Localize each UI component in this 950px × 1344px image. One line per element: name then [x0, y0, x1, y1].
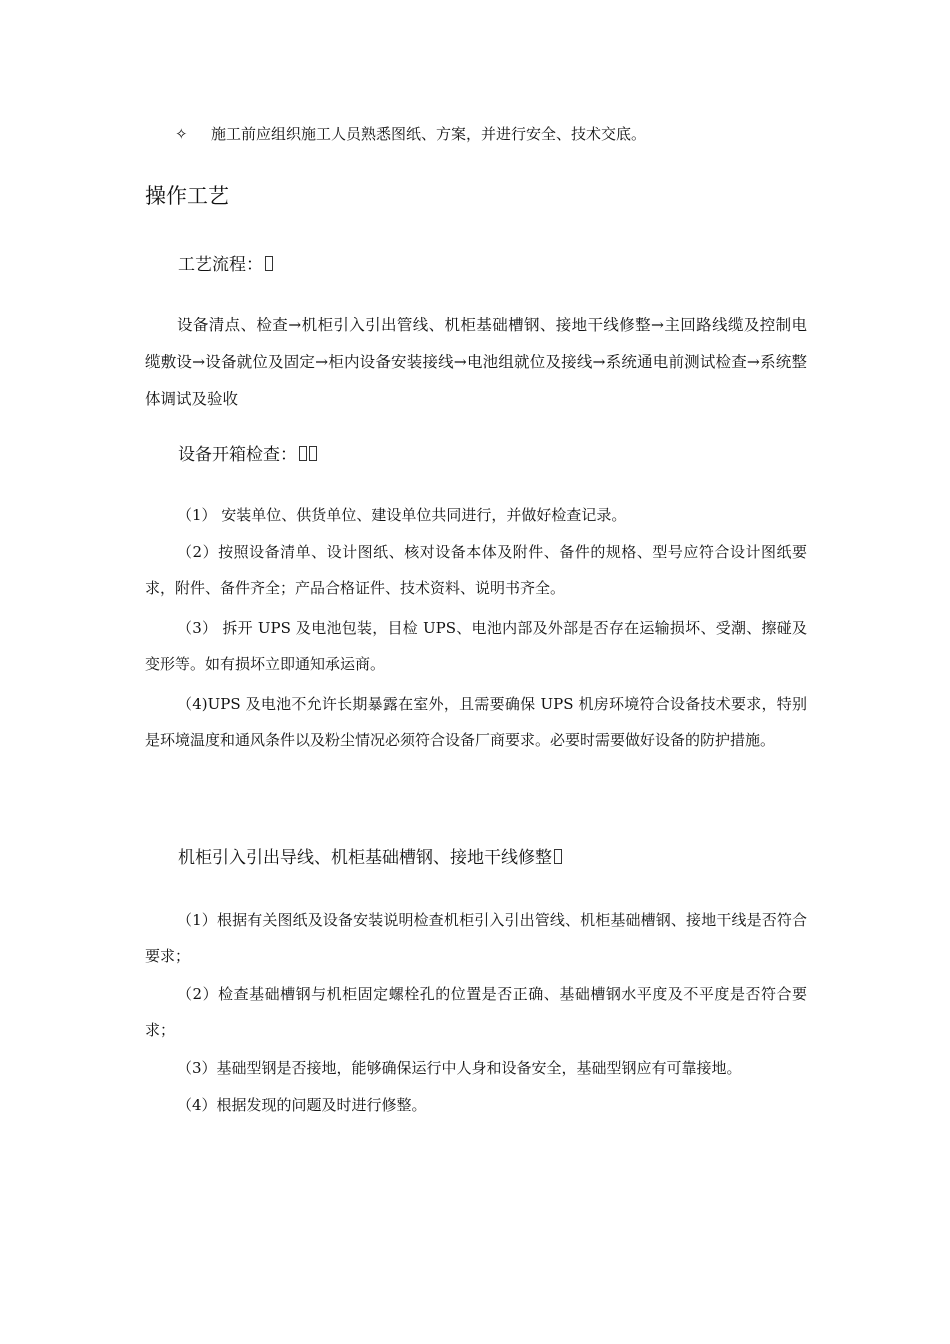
placeholder-glyph-icon	[309, 446, 317, 461]
cabinet-item-2: （2）检查基础槽钢与机柜固定螺栓孔的位置是否正确、基础槽钢水平度及不平度是否符合要求；	[145, 985, 807, 1039]
placeholder-glyph-icon	[554, 849, 562, 864]
diamond-bullet-icon: ✧	[175, 125, 188, 143]
cabinet-item-1: （1）根据有关图纸及设备安装说明检查机柜引入引出管线、机柜基础槽钢、接地干线是否符合要求；	[145, 911, 807, 965]
cabinet-item-4: （4）根据发现的问题及时进行修整。	[177, 1096, 427, 1114]
inspection-item-3: （3） 拆开 UPS 及电池包装，目检 UPS、电池内部及外部是否存在运输损坏、受潮、擦碰及变形等。如有损坏立即通知承运商。	[145, 619, 807, 673]
cabinet-heading-text: 机柜引入引出导线、机柜基础槽钢、接地干线修整	[178, 848, 552, 868]
inspection-item-4: （4)UPS 及电池不允许长期暴露在室外，且需要确保 UPS 机房环境符合设备技术要求，特别是环境温度和通风条件以及粉尘情况必须符合设备厂商要求。必要时需要做好设备的防护措施。	[145, 695, 807, 749]
cabinet-item-3: （3）基础型钢是否接地，能够确保运行中人身和设备安全，基础型钢应有可靠接地。	[177, 1059, 742, 1077]
flow-paragraph: 设备清点、检查→机柜引入引出管线、机柜基础槽钢、接地干线修整→主回路线缆及控制电缆敷设→设备就位及固定→柜内设备安装接线→电池组就位及接线→系统通电前测试检查→系统整体调试及验收	[145, 316, 807, 408]
bullet-text: 施工前应组织施工人员熟悉图纸、方案，并进行安全、技术交底。	[211, 125, 647, 143]
inspection-heading-text: 设备开箱检查：	[178, 445, 297, 465]
placeholder-glyph-icon	[265, 256, 273, 271]
inspection-item-1: （1） 安装单位、供货单位、建设单位共同进行，并做好检查记录。	[177, 506, 627, 524]
section-title: 操作工艺	[145, 184, 229, 208]
inspection-heading	[178, 442, 807, 468]
inspection-item-2: （2）按照设备清单、设计图纸、核对设备本体及附件、备件的规格、型号应符合设计图纸要求，附件、备件齐全；产品合格证件、技术资料、说明书齐全。	[145, 543, 807, 597]
bullet-item	[175, 122, 795, 146]
flow-heading-text: 工艺流程：	[178, 255, 263, 275]
flow-heading	[178, 252, 807, 278]
cabinet-heading	[178, 845, 807, 871]
placeholder-glyph-icon	[299, 446, 307, 461]
